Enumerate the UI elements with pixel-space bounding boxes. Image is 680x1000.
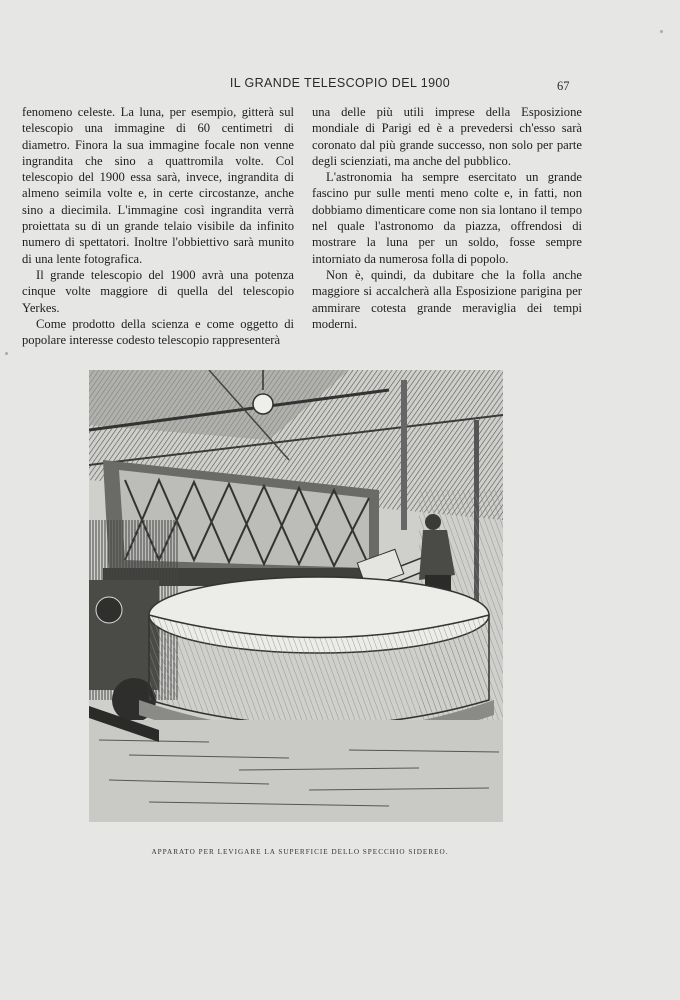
right-column (312, 104, 582, 332)
figure-caption: APPARATO PER LEVIGARE LA SUPERFICIE DELLO SPECCHIO SIDEREO. (151, 848, 449, 856)
right-paragraph-1: una delle più utili imprese della Esposizione mondiale di Parigi ed è a prevedersi ch'esso sarà coronato dal più grande successo, non solo per parte degli scienziati, ma anche del pubblico. (312, 105, 582, 168)
left-column (22, 104, 294, 348)
left-paragraph-3: Come prodotto della scienza e come oggetto di popolare interesse codesto telescopio rappresenterà (22, 316, 294, 348)
right-paragraph-3: Non è, quindi, da dubitare che la folla anche maggiore si accalcherà alla Esposizione parigina per ammirare cotesta grande meraviglia dei tempi moderni. (312, 267, 582, 331)
page-number: 67 (557, 79, 570, 93)
paper-speck (660, 30, 663, 33)
right-paragraph-2: L'astronomia ha sempre esercitato un grande fascino pur sulle menti meno colte e, in fatti, non dobbiamo dimenticare come non sia lontano il tempo nel quale l'astronomo da piazza, offrendosi di mostrare la luna per un soldo, fosse sempre intorniato da numerosa folla di popolo. (312, 170, 582, 266)
engraving-illustration (89, 370, 503, 822)
left-paragraph-2: Il grande telescopio del 1900 avrà una potenza cinque volte maggiore di quella del telescopio Yerkes. (22, 267, 294, 315)
left-paragraph-1: fenomeno celeste. La luna, per esempio, gitterà sul telescopio una immagine di 60 centimetri di diametro. Finora la sua immagine focale non venne ingrandita che sino a quattromila volte. Col telescopio del 1900 essa sarà, invece, ingrandita di almeno seimila volte e, in certe circostanze, anche sino a diecimila. L'immagine così ingrandita verrà proiettata su di un grande telaio visibile da infinito numero di spettatori. Inoltre l'obbiettivo sarà munito di una lente fotografica. (22, 105, 294, 266)
paper-speck (5, 352, 8, 355)
running-head: IL GRANDE TELESCOPIO DEL 1900 (229, 76, 451, 90)
